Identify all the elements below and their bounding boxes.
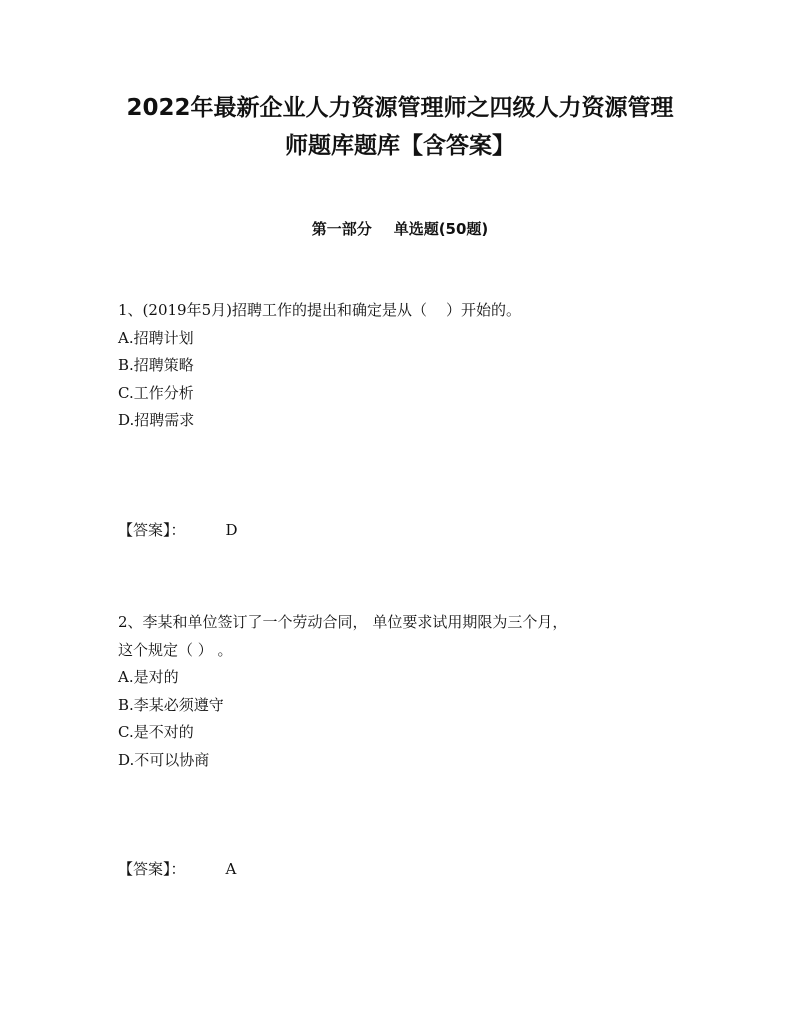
question-1 — [118, 297, 698, 435]
question-1-answer — [118, 517, 238, 543]
question-1-option-a: A.招聘计划 — [118, 328, 194, 347]
section-heading-type: 单选题(50题) — [393, 220, 489, 238]
question-1-option-d: D.招聘需求 — [118, 411, 195, 429]
question-1-stem: 1、(2019年5月)招聘工作的提出和确定是从（ ）开始的。 — [118, 301, 522, 319]
question-1-option-c: C.工作分析 — [118, 383, 194, 402]
answer-value: D — [225, 521, 238, 539]
question-2-option-b: B.李某必须遵守 — [118, 695, 224, 714]
question-2-option-d: D.不可以协商 — [118, 750, 210, 769]
question-2-answer — [118, 856, 236, 882]
question-2-option-a: A.是对的 — [118, 668, 179, 686]
question-2 — [118, 609, 698, 774]
document-title-line-2: 师题库题库【含答案】 — [285, 133, 515, 159]
answer-label: 【答案】： — [118, 860, 186, 878]
section-heading-part: 第一部分 — [311, 220, 372, 238]
question-2-option-c: C.是不对的 — [118, 723, 194, 741]
document-title-line-1: 2022年最新企业人力资源管理师之四级人力资源管理 — [126, 95, 674, 121]
answer-value: A — [225, 860, 237, 878]
question-1-option-b: B.招聘策略 — [118, 356, 194, 374]
section-heading — [0, 216, 800, 242]
question-2-stem-line-1: 2、李某和单位签订了一个劳动合同， 单位要求试用期限为三个月， — [118, 613, 568, 631]
question-2-stem-line-2: 这个规定（ ） 。 — [118, 640, 233, 659]
answer-label: 【答案】： — [118, 521, 186, 539]
